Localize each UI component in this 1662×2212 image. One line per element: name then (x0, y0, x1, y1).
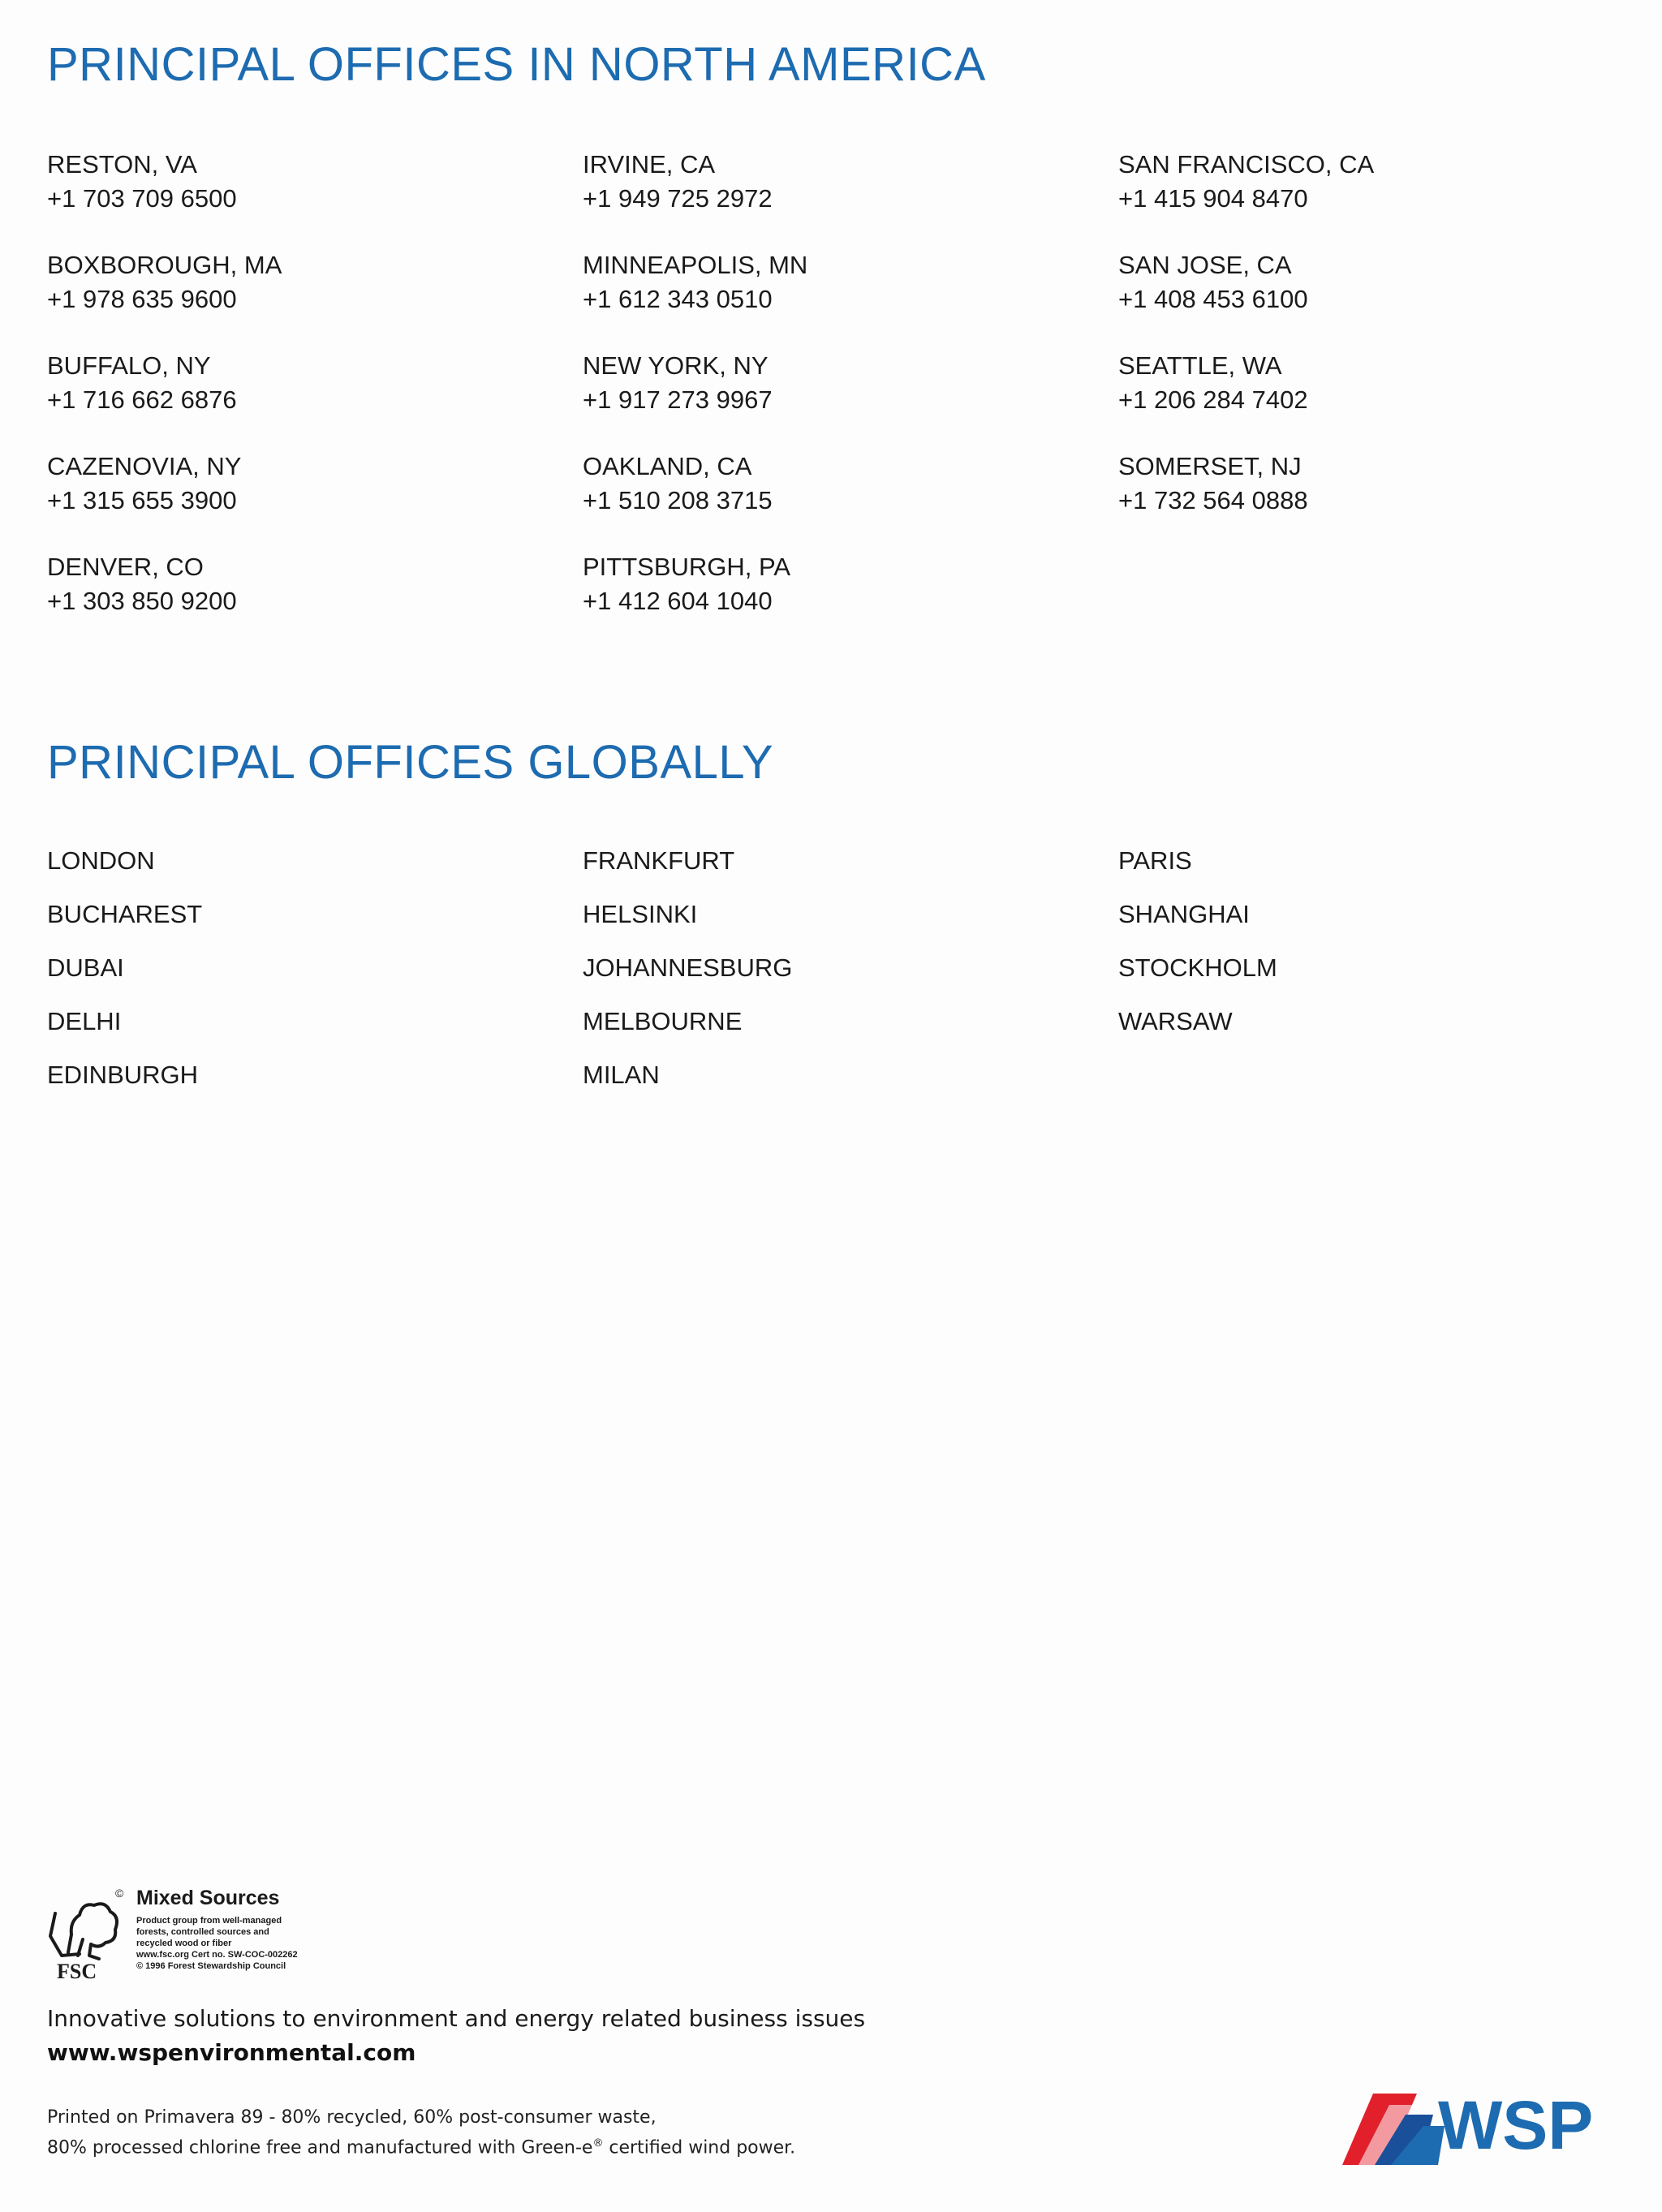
office-phone: +1 732 564 0888 (1118, 486, 1308, 514)
printed-line-part: certified wind power. (603, 2137, 796, 2158)
office-phone: +1 917 273 9967 (583, 385, 773, 414)
wsp-logo-text: WSP (1438, 2087, 1594, 2163)
registered-mark: ® (592, 2137, 604, 2150)
website-link[interactable]: www.wspenvironmental.com (47, 2039, 416, 2066)
office-entry (583, 349, 1086, 450)
fsc-description-line: forests, controlled sources and (136, 1927, 269, 1937)
global-city: MILAN (583, 1061, 660, 1089)
wsp-logo-icon (1342, 2069, 1610, 2167)
global-office-list (47, 844, 1638, 1104)
office-city: SAN JOSE, CA (1118, 251, 1292, 279)
fsc-description (136, 1915, 347, 1972)
office-phone: +1 612 343 0510 (583, 285, 773, 313)
fsc-description-line: recycled wood or fiber (136, 1939, 232, 1948)
office-phone: +1 412 604 1040 (583, 587, 773, 615)
office-phone: +1 408 453 6100 (1118, 285, 1308, 313)
printed-line: Printed on Primavera 89 - 80% recycled, 60% post-consumer waste, (47, 2107, 657, 2128)
office-city: CAZENOVIA, NY (47, 452, 242, 480)
fsc-description-line: www.fsc.org Cert no. SW-COC-002262 (136, 1950, 298, 1960)
office-phone: +1 716 662 6876 (47, 385, 237, 414)
global-offices-title: PRINCIPAL OFFICES GLOBALLY (47, 736, 774, 789)
fsc-tree-icon (47, 1889, 122, 1983)
global-city: STOCKHOLM (1118, 953, 1277, 982)
office-phone: +1 978 635 9600 (47, 285, 237, 313)
global-city: DELHI (47, 1007, 122, 1035)
fsc-description-line: © 1996 Forest Stewardship Council (136, 1961, 286, 1971)
office-city: SAN FRANCISCO, CA (1118, 150, 1375, 179)
global-city: SHANGHAI (1118, 900, 1250, 928)
north-america-title: PRINCIPAL OFFICES IN NORTH AMERICA (47, 38, 986, 91)
office-entry (583, 248, 1086, 349)
global-city: EDINBURGH (47, 1061, 199, 1089)
office-entry (47, 349, 550, 450)
office-column (1118, 148, 1621, 550)
office-phone: +1 303 850 9200 (47, 587, 237, 615)
office-column (583, 148, 1086, 651)
office-phone: +1 206 284 7402 (1118, 385, 1308, 414)
global-city: WARSAW (1118, 1007, 1233, 1035)
office-phone: +1 510 208 3715 (583, 486, 773, 514)
office-city: SOMERSET, NJ (1118, 452, 1302, 480)
office-column (47, 148, 550, 651)
office-phone: +1 703 709 6500 (47, 184, 237, 213)
office-city: IRVINE, CA (583, 150, 716, 179)
fsc-description-line: Product group from well-managed (136, 1916, 282, 1926)
north-america-office-list (47, 148, 1638, 635)
global-column (47, 844, 550, 1112)
tagline: Innovative solutions to environment and energy related business issues (47, 2005, 866, 2032)
office-entry (47, 148, 550, 248)
fsc-certification (47, 1889, 339, 1983)
office-city: OAKLAND, CA (583, 452, 752, 480)
office-phone: +1 315 655 3900 (47, 486, 237, 514)
fsc-copyright-mark: © (115, 1887, 124, 1900)
office-city: SEATTLE, WA (1118, 351, 1282, 380)
office-city: RESTON, VA (47, 150, 197, 179)
office-entry (47, 550, 550, 651)
global-city: DUBAI (47, 953, 124, 982)
office-phone: +1 949 725 2972 (583, 184, 773, 213)
global-city: PARIS (1118, 846, 1192, 875)
fsc-title: Mixed Sources (136, 1887, 280, 1909)
office-city: PITTSBURGH, PA (583, 553, 791, 581)
office-entry (47, 450, 550, 550)
global-city: BUCHAREST (47, 900, 203, 928)
office-entry (1118, 148, 1621, 248)
printed-line-part: 80% processed chlorine free and manufactured with Green-e (47, 2137, 593, 2158)
printed-notice (47, 2105, 795, 2161)
global-city: FRANKFURT (583, 846, 735, 875)
global-column (583, 844, 1086, 1112)
office-entry (47, 248, 550, 349)
global-column (1118, 844, 1621, 1058)
office-city: DENVER, CO (47, 553, 204, 581)
global-city: HELSINKI (583, 900, 698, 928)
global-city: JOHANNESBURG (583, 953, 793, 982)
office-entry (583, 450, 1086, 550)
printed-line (47, 2131, 795, 2161)
office-phone: +1 415 904 8470 (1118, 184, 1308, 213)
office-entry (583, 550, 1086, 651)
office-entry (583, 148, 1086, 248)
global-city: MELBOURNE (583, 1007, 743, 1035)
office-entry (1118, 248, 1621, 349)
office-entry (1118, 349, 1621, 450)
global-city: LONDON (47, 846, 155, 875)
office-city: BOXBOROUGH, MA (47, 251, 282, 279)
office-entry (1118, 450, 1621, 550)
office-city: MINNEAPOLIS, MN (583, 251, 808, 279)
office-city: BUFFALO, NY (47, 351, 211, 380)
office-city: NEW YORK, NY (583, 351, 769, 380)
fsc-logo-text: FSC (57, 1960, 97, 1983)
